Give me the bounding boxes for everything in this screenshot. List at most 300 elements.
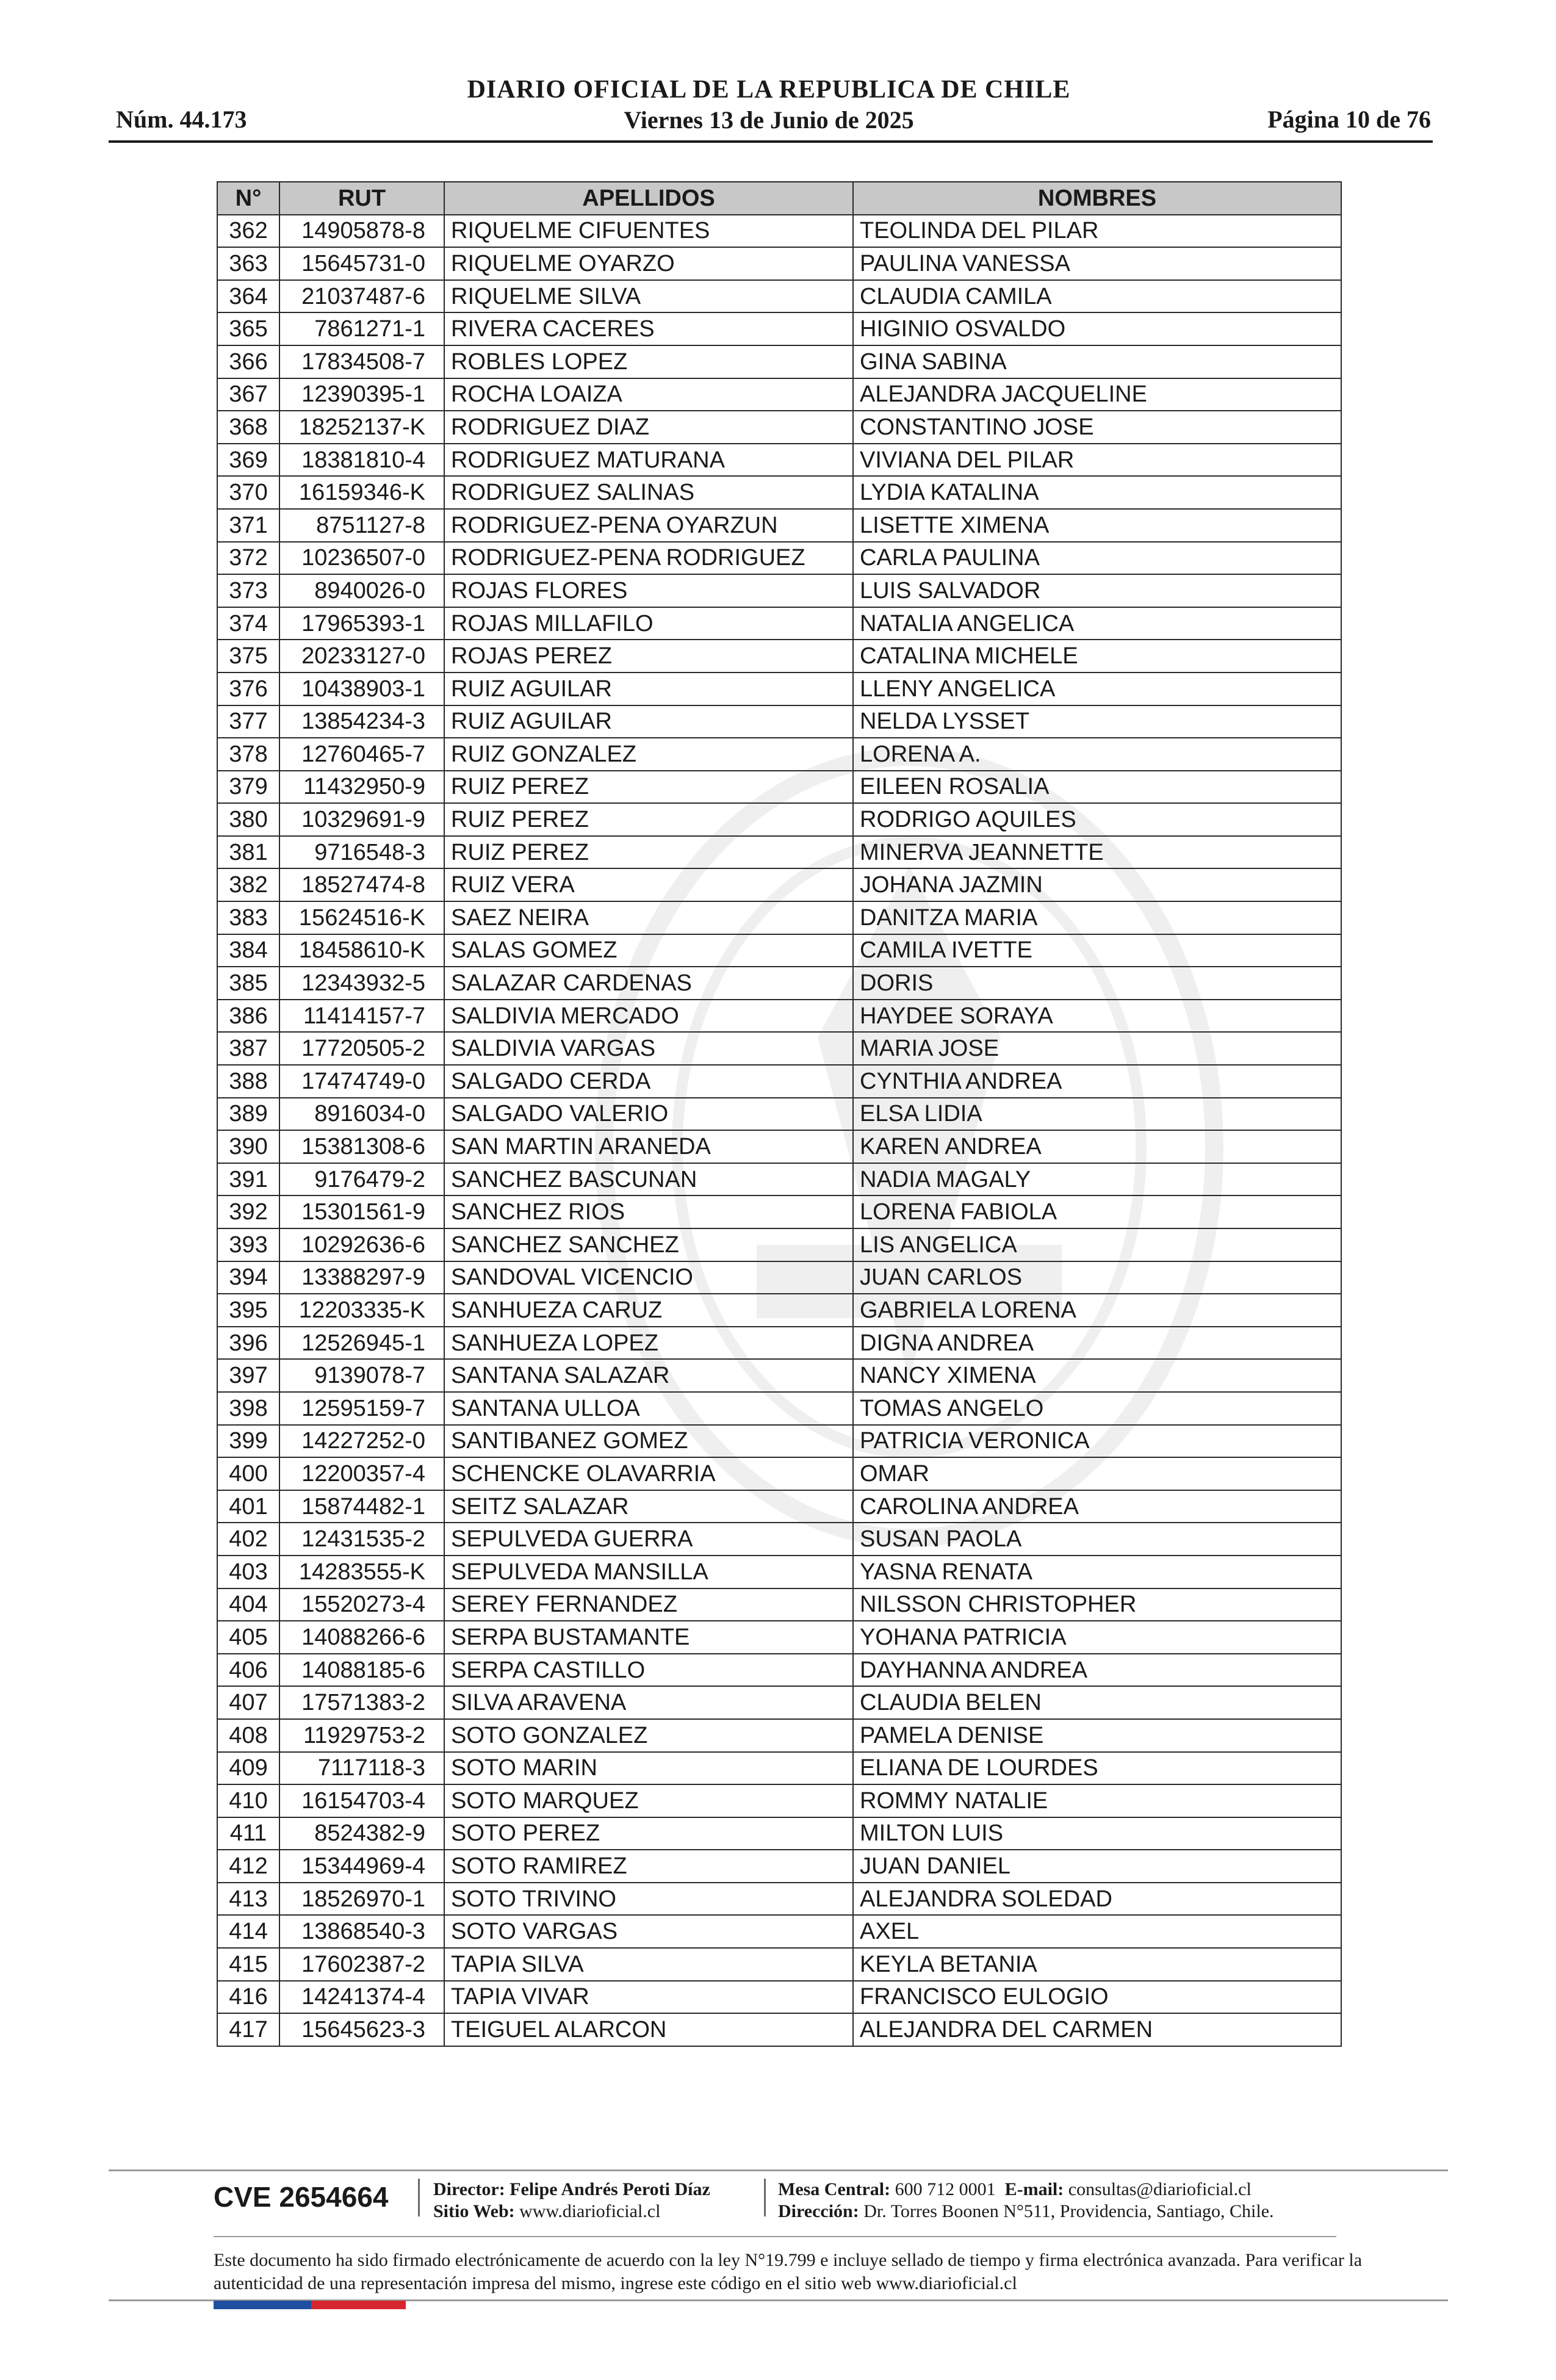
- names-cell: JUAN DANIEL: [853, 1850, 1341, 1883]
- names-cell: PAMELA DENISE: [853, 1719, 1341, 1752]
- surnames-cell: SEPULVEDA GUERRA: [444, 1523, 853, 1556]
- row-number: 382: [217, 868, 279, 901]
- surnames-cell: SANDOVAL VICENCIO: [444, 1261, 853, 1294]
- surnames-cell: SALGADO VALERIO: [444, 1098, 853, 1131]
- surnames-cell: SANTANA SALAZAR: [444, 1359, 853, 1392]
- surnames-cell: RIQUELME CIFUENTES: [444, 215, 853, 248]
- surnames-cell: SANHUEZA LOPEZ: [444, 1327, 853, 1360]
- row-number: 386: [217, 1000, 279, 1033]
- surnames-cell: RIVERA CACERES: [444, 312, 853, 345]
- table-row: [217, 1686, 1341, 1719]
- rut-cell: 14088185-6: [279, 1654, 444, 1687]
- row-number: 413: [217, 1883, 279, 1916]
- row-number: 405: [217, 1621, 279, 1654]
- table-row: [217, 934, 1341, 967]
- surnames-cell: TAPIA VIVAR: [444, 1981, 853, 2014]
- surnames-cell: TAPIA SILVA: [444, 1948, 853, 1981]
- rut-cell: 14227252-0: [279, 1425, 444, 1458]
- row-number: 383: [217, 901, 279, 934]
- table-row: [217, 607, 1341, 640]
- names-cell: TEOLINDA DEL PILAR: [853, 215, 1341, 248]
- row-number: 369: [217, 444, 279, 477]
- rut-cell: 8524382-9: [279, 1817, 444, 1850]
- row-number: 404: [217, 1588, 279, 1621]
- rut-cell: 12203335-K: [279, 1294, 444, 1327]
- website-label: Sitio Web:: [433, 2201, 515, 2221]
- masthead: [107, 74, 1431, 135]
- director-label: Director:: [433, 2179, 505, 2199]
- table-row: [217, 1130, 1341, 1163]
- rut-cell: 18381810-4: [279, 444, 444, 477]
- names-cell: CARLA PAULINA: [853, 542, 1341, 575]
- newspaper-title: DIARIO OFICIAL DE LA REPUBLICA DE CHILE: [467, 76, 1071, 104]
- row-number: 391: [217, 1163, 279, 1196]
- surnames-cell: SANCHEZ RIOS: [444, 1195, 853, 1228]
- table-row: [217, 215, 1341, 248]
- rut-cell: 17965393-1: [279, 607, 444, 640]
- surnames-cell: SALGADO CERDA: [444, 1065, 853, 1098]
- row-number: 385: [217, 967, 279, 1000]
- surnames-cell: SOTO MARIN: [444, 1752, 853, 1785]
- table-row: [217, 771, 1341, 804]
- names-cell: MILTON LUIS: [853, 1817, 1341, 1850]
- table-header-row: [217, 182, 1341, 215]
- surnames-cell: RUIZ PEREZ: [444, 836, 853, 869]
- rut-cell: 18527474-8: [279, 868, 444, 901]
- surnames-cell: RUIZ GONZALEZ: [444, 738, 853, 771]
- rut-cell: 14905878-8: [279, 215, 444, 248]
- surnames-cell: ROJAS FLORES: [444, 574, 853, 607]
- table-row: [217, 1425, 1341, 1458]
- rut-cell: 15301561-9: [279, 1195, 444, 1228]
- rut-cell: 9139078-7: [279, 1359, 444, 1392]
- row-number: 384: [217, 934, 279, 967]
- row-number: 363: [217, 247, 279, 280]
- names-cell: ALEJANDRA DEL CARMEN: [853, 2013, 1341, 2046]
- table-row: [217, 803, 1341, 836]
- table-row: [217, 247, 1341, 280]
- names-cell: GABRIELA LORENA: [853, 1294, 1341, 1327]
- surnames-cell: SANTANA ULLOA: [444, 1392, 853, 1425]
- footer-divider-middle: [214, 2236, 1336, 2237]
- rut-cell: 13388297-9: [279, 1261, 444, 1294]
- table-row: [217, 1981, 1341, 2014]
- table-row: [217, 378, 1341, 411]
- rut-cell: 18458610-K: [279, 934, 444, 967]
- surnames-cell: SOTO TRIVINO: [444, 1883, 853, 1916]
- surnames-cell: SOTO GONZALEZ: [444, 1719, 853, 1752]
- row-number: 397: [217, 1359, 279, 1392]
- signature-notice: Este documento ha sido firmado electrónicamente de acuerdo con la ley N°19.799 e incluye sellado de tiempo y firma electrónica avanzada. Para verificar la autenticidad de una representación impresa del mismo, ingrese este código en el sitio web www.diarioficial.cl: [214, 2250, 1363, 2293]
- row-number: 411: [217, 1817, 279, 1850]
- column-header-names: NOMBRES: [853, 182, 1341, 215]
- rut-cell: 10438903-1: [279, 673, 444, 705]
- names-cell: JUAN CARLOS: [853, 1261, 1341, 1294]
- surnames-cell: RUIZ PEREZ: [444, 803, 853, 836]
- table-row: [217, 836, 1341, 869]
- rut-cell: 11929753-2: [279, 1719, 444, 1752]
- surnames-cell: SEREY FERNANDEZ: [444, 1588, 853, 1621]
- rut-cell: 15645731-0: [279, 247, 444, 280]
- row-number: 387: [217, 1032, 279, 1065]
- header-divider: [109, 140, 1433, 143]
- table-row: [217, 1490, 1341, 1523]
- row-number: 379: [217, 771, 279, 804]
- table-row: [217, 1915, 1341, 1948]
- names-cell: ELSA LIDIA: [853, 1098, 1341, 1131]
- row-number: 376: [217, 673, 279, 705]
- names-cell: OMAR: [853, 1457, 1341, 1490]
- surnames-cell: SALDIVIA MERCADO: [444, 1000, 853, 1033]
- rut-cell: 12390395-1: [279, 378, 444, 411]
- table-row: [217, 1163, 1341, 1196]
- rut-cell: 17834508-7: [279, 345, 444, 378]
- row-number: 375: [217, 640, 279, 673]
- row-number: 410: [217, 1784, 279, 1817]
- surnames-cell: SOTO PEREZ: [444, 1817, 853, 1850]
- rut-cell: 16154703-4: [279, 1784, 444, 1817]
- page-number: Página 10 de 76: [1267, 106, 1431, 133]
- director-name: Felipe Andrés Peroti Díaz: [510, 2179, 710, 2199]
- rut-cell: 16159346-K: [279, 476, 444, 509]
- surnames-cell: RODRIGUEZ MATURANA: [444, 444, 853, 477]
- table-row: [217, 444, 1341, 477]
- website-link[interactable]: www.diarioficial.cl: [519, 2201, 661, 2221]
- row-number: 407: [217, 1686, 279, 1719]
- column-header-surnames: APELLIDOS: [444, 182, 853, 215]
- names-cell: HAYDEE SORAYA: [853, 1000, 1341, 1033]
- row-number: 371: [217, 509, 279, 542]
- rut-cell: 14241374-4: [279, 1981, 444, 2014]
- names-cell: ALEJANDRA SOLEDAD: [853, 1883, 1341, 1916]
- phone-label: Mesa Central:: [778, 2179, 891, 2199]
- surnames-cell: RUIZ PEREZ: [444, 771, 853, 804]
- rut-cell: 8916034-0: [279, 1098, 444, 1131]
- names-cell: DORIS: [853, 967, 1341, 1000]
- names-cell: AXEL: [853, 1915, 1341, 1948]
- row-number: 366: [217, 345, 279, 378]
- surnames-cell: RODRIGUEZ-PENA RODRIGUEZ: [444, 542, 853, 575]
- rut-cell: 12760465-7: [279, 738, 444, 771]
- row-number: 417: [217, 2013, 279, 2046]
- rut-cell: 13868540-3: [279, 1915, 444, 1948]
- rut-cell: 15344969-4: [279, 1850, 444, 1883]
- names-cell: LLENY ANGELICA: [853, 673, 1341, 705]
- table-row: [217, 1719, 1341, 1752]
- footer-divider-top: [109, 2169, 1448, 2171]
- surnames-cell: RODRIGUEZ DIAZ: [444, 411, 853, 444]
- surnames-cell: SAN MARTIN ARANEDA: [444, 1130, 853, 1163]
- names-cell: ELIANA DE LOURDES: [853, 1752, 1341, 1785]
- names-cell: KEYLA BETANIA: [853, 1948, 1341, 1981]
- row-number: 414: [217, 1915, 279, 1948]
- surnames-cell: SANTIBANEZ GOMEZ: [444, 1425, 853, 1458]
- rut-cell: 12526945-1: [279, 1327, 444, 1360]
- names-cell: DANITZA MARIA: [853, 901, 1341, 934]
- names-cell: PATRICIA VERONICA: [853, 1425, 1341, 1458]
- surnames-cell: SILVA ARAVENA: [444, 1686, 853, 1719]
- table-row: [217, 1588, 1341, 1621]
- surnames-cell: SOTO RAMIREZ: [444, 1850, 853, 1883]
- rut-cell: 14283555-K: [279, 1556, 444, 1588]
- table-row: [217, 738, 1341, 771]
- table-row: [217, 1294, 1341, 1327]
- cve-code: CVE 2654664: [214, 2181, 389, 2213]
- surnames-cell: RUIZ AGUILAR: [444, 705, 853, 738]
- surnames-cell: SANCHEZ SANCHEZ: [444, 1228, 853, 1261]
- flag-blue-segment: [214, 2301, 311, 2309]
- surnames-cell: SALAZAR CARDENAS: [444, 967, 853, 1000]
- rut-cell: 11414157-7: [279, 1000, 444, 1033]
- footer-separator: [764, 2179, 766, 2216]
- rut-cell: 15874482-1: [279, 1490, 444, 1523]
- table-row: [217, 1948, 1341, 1981]
- email-link[interactable]: consultas@diarioficial.cl: [1068, 2179, 1252, 2199]
- surnames-cell: RIQUELME OYARZO: [444, 247, 853, 280]
- rut-cell: 12343932-5: [279, 967, 444, 1000]
- surnames-cell: SEPULVEDA MANSILLA: [444, 1556, 853, 1588]
- row-number: 367: [217, 378, 279, 411]
- table-row: [217, 1621, 1341, 1654]
- row-number: 365: [217, 312, 279, 345]
- rut-cell: 11432950-9: [279, 771, 444, 804]
- row-number: 370: [217, 476, 279, 509]
- email-label: E-mail:: [1004, 2179, 1064, 2199]
- row-number: 396: [217, 1327, 279, 1360]
- row-number: 364: [217, 280, 279, 313]
- table-row: [217, 640, 1341, 673]
- row-number: 395: [217, 1294, 279, 1327]
- chile-flag-stripe: [214, 2301, 406, 2309]
- row-number: 393: [217, 1228, 279, 1261]
- names-cell: NILSSON CHRISTOPHER: [853, 1588, 1341, 1621]
- row-number: 392: [217, 1195, 279, 1228]
- names-cell: YOHANA PATRICIA: [853, 1621, 1341, 1654]
- names-cell: EILEEN ROSALIA: [853, 771, 1341, 804]
- row-number: 406: [217, 1654, 279, 1687]
- table-row: [217, 1817, 1341, 1850]
- row-number: 398: [217, 1392, 279, 1425]
- names-cell: GINA SABINA: [853, 345, 1341, 378]
- table-row: [217, 1195, 1341, 1228]
- rut-cell: 17474749-0: [279, 1065, 444, 1098]
- phone-number: 600 712 0001: [895, 2179, 996, 2199]
- row-number: 390: [217, 1130, 279, 1163]
- surnames-cell: SERPA CASTILLO: [444, 1654, 853, 1687]
- registry-table: [217, 181, 1342, 2047]
- names-cell: CAMILA IVETTE: [853, 934, 1341, 967]
- names-cell: LUIS SALVADOR: [853, 574, 1341, 607]
- names-cell: NATALIA ANGELICA: [853, 607, 1341, 640]
- rut-cell: 9716548-3: [279, 836, 444, 869]
- table-row: [217, 345, 1341, 378]
- row-number: 388: [217, 1065, 279, 1098]
- rut-cell: 8751127-8: [279, 509, 444, 542]
- names-cell: CONSTANTINO JOSE: [853, 411, 1341, 444]
- table-row: [217, 411, 1341, 444]
- rut-cell: 15520273-4: [279, 1588, 444, 1621]
- surnames-cell: ROJAS PEREZ: [444, 640, 853, 673]
- table-row: [217, 1752, 1341, 1785]
- row-number: 408: [217, 1719, 279, 1752]
- row-number: 402: [217, 1523, 279, 1556]
- rut-cell: 15645623-3: [279, 2013, 444, 2046]
- rut-cell: 20233127-0: [279, 640, 444, 673]
- table-row: [217, 574, 1341, 607]
- table-row: [217, 312, 1341, 345]
- surnames-cell: RUIZ VERA: [444, 868, 853, 901]
- surnames-cell: RUIZ AGUILAR: [444, 673, 853, 705]
- names-cell: SUSAN PAOLA: [853, 1523, 1341, 1556]
- names-cell: CLAUDIA CAMILA: [853, 280, 1341, 313]
- surnames-cell: SALAS GOMEZ: [444, 934, 853, 967]
- address-text: Dr. Torres Boonen N°511, Providencia, Santiago, Chile.: [863, 2201, 1274, 2221]
- names-cell: LIS ANGELICA: [853, 1228, 1341, 1261]
- row-number: 416: [217, 1981, 279, 2014]
- rut-cell: 10292636-6: [279, 1228, 444, 1261]
- table-row: [217, 1032, 1341, 1065]
- row-number: 403: [217, 1556, 279, 1588]
- table-row: [217, 1359, 1341, 1392]
- rut-cell: 17571383-2: [279, 1686, 444, 1719]
- footer-contact-block: [778, 2179, 1274, 2223]
- table-row: [217, 1523, 1341, 1556]
- rut-cell: 12431535-2: [279, 1523, 444, 1556]
- table-row: [217, 1883, 1341, 1916]
- surnames-cell: SOTO MARQUEZ: [444, 1784, 853, 1817]
- rut-cell: 13854234-3: [279, 705, 444, 738]
- names-cell: FRANCISCO EULOGIO: [853, 1981, 1341, 2014]
- names-cell: VIVIANA DEL PILAR: [853, 444, 1341, 477]
- row-number: 377: [217, 705, 279, 738]
- rut-cell: 18526970-1: [279, 1883, 444, 1916]
- rut-cell: 17720505-2: [279, 1032, 444, 1065]
- surnames-cell: RIQUELME SILVA: [444, 280, 853, 313]
- table-row: [217, 542, 1341, 575]
- table-row: [217, 673, 1341, 705]
- row-number: 368: [217, 411, 279, 444]
- row-number: 373: [217, 574, 279, 607]
- names-cell: YASNA RENATA: [853, 1556, 1341, 1588]
- names-cell: LORENA FABIOLA: [853, 1195, 1341, 1228]
- column-header-rut: RUT: [279, 182, 444, 215]
- row-number: 412: [217, 1850, 279, 1883]
- rut-cell: 10329691-9: [279, 803, 444, 836]
- row-number: 401: [217, 1490, 279, 1523]
- names-cell: MINERVA JEANNETTE: [853, 836, 1341, 869]
- rut-cell: 15381308-6: [279, 1130, 444, 1163]
- surnames-cell: SEITZ SALAZAR: [444, 1490, 853, 1523]
- rut-cell: 12595159-7: [279, 1392, 444, 1425]
- names-cell: PAULINA VANESSA: [853, 247, 1341, 280]
- row-number: 378: [217, 738, 279, 771]
- row-number: 362: [217, 215, 279, 248]
- table-row: [217, 1065, 1341, 1098]
- rut-cell: 18252137-K: [279, 411, 444, 444]
- table-row: [217, 1261, 1341, 1294]
- names-cell: RODRIGO AQUILES: [853, 803, 1341, 836]
- rut-cell: 10236507-0: [279, 542, 444, 575]
- names-cell: LORENA A.: [853, 738, 1341, 771]
- row-number: 409: [217, 1752, 279, 1785]
- rut-cell: 15624516-K: [279, 901, 444, 934]
- rut-cell: 17602387-2: [279, 1948, 444, 1981]
- rut-cell: 12200357-4: [279, 1457, 444, 1490]
- table-row: [217, 705, 1341, 738]
- footer-director-block: [433, 2179, 710, 2223]
- surnames-cell: RODRIGUEZ-PENA OYARZUN: [444, 509, 853, 542]
- names-cell: NELDA LYSSET: [853, 705, 1341, 738]
- names-cell: CYNTHIA ANDREA: [853, 1065, 1341, 1098]
- table-row: [217, 1098, 1341, 1131]
- rut-cell: 7117118-3: [279, 1752, 444, 1785]
- surnames-cell: SANHUEZA CARUZ: [444, 1294, 853, 1327]
- names-cell: CAROLINA ANDREA: [853, 1490, 1341, 1523]
- rut-cell: 14088266-6: [279, 1621, 444, 1654]
- table-row: [217, 967, 1341, 1000]
- names-cell: TOMAS ANGELO: [853, 1392, 1341, 1425]
- names-cell: DAYHANNA ANDREA: [853, 1654, 1341, 1687]
- row-number: 381: [217, 836, 279, 869]
- row-number: 389: [217, 1098, 279, 1131]
- surnames-cell: ROBLES LOPEZ: [444, 345, 853, 378]
- address-label: Dirección:: [778, 2201, 859, 2221]
- surnames-cell: RODRIGUEZ SALINAS: [444, 476, 853, 509]
- table-row: [217, 1000, 1341, 1033]
- surnames-cell: SOTO VARGAS: [444, 1915, 853, 1948]
- surnames-cell: SALDIVIA VARGAS: [444, 1032, 853, 1065]
- names-cell: MARIA JOSE: [853, 1032, 1341, 1065]
- table-row: [217, 476, 1341, 509]
- table-row: [217, 2013, 1341, 2046]
- surnames-cell: ROJAS MILLAFILO: [444, 607, 853, 640]
- surnames-cell: SCHENCKE OLAVARRIA: [444, 1457, 853, 1490]
- names-cell: HIGINIO OSVALDO: [853, 312, 1341, 345]
- names-cell: NADIA MAGALY: [853, 1163, 1341, 1196]
- names-cell: KAREN ANDREA: [853, 1130, 1341, 1163]
- surnames-cell: SAEZ NEIRA: [444, 901, 853, 934]
- names-cell: ROMMY NATALIE: [853, 1784, 1341, 1817]
- rut-cell: 7861271-1: [279, 312, 444, 345]
- names-cell: LISETTE XIMENA: [853, 509, 1341, 542]
- rut-cell: 8940026-0: [279, 574, 444, 607]
- row-number: 394: [217, 1261, 279, 1294]
- row-number: 374: [217, 607, 279, 640]
- table-row: [217, 868, 1341, 901]
- page-header: [107, 74, 1431, 142]
- surnames-cell: SANCHEZ BASCUNAN: [444, 1163, 853, 1196]
- names-cell: CLAUDIA BELEN: [853, 1686, 1341, 1719]
- row-number: 380: [217, 803, 279, 836]
- names-cell: ALEJANDRA JACQUELINE: [853, 378, 1341, 411]
- table-row: [217, 1556, 1341, 1588]
- table-row: [217, 1327, 1341, 1360]
- rut-cell: 21037487-6: [279, 280, 444, 313]
- table-row: [217, 901, 1341, 934]
- names-cell: DIGNA ANDREA: [853, 1327, 1341, 1360]
- row-number: 399: [217, 1425, 279, 1458]
- footer-separator: [418, 2179, 420, 2216]
- flag-red-segment: [311, 2301, 406, 2309]
- surnames-cell: SERPA BUSTAMANTE: [444, 1621, 853, 1654]
- names-cell: CATALINA MICHELE: [853, 640, 1341, 673]
- table-row: [217, 1850, 1341, 1883]
- row-number: 415: [217, 1948, 279, 1981]
- table-row: [217, 1654, 1341, 1687]
- rut-cell: 9176479-2: [279, 1163, 444, 1196]
- table-row: [217, 1457, 1341, 1490]
- surnames-cell: TEIGUEL ALARCON: [444, 2013, 853, 2046]
